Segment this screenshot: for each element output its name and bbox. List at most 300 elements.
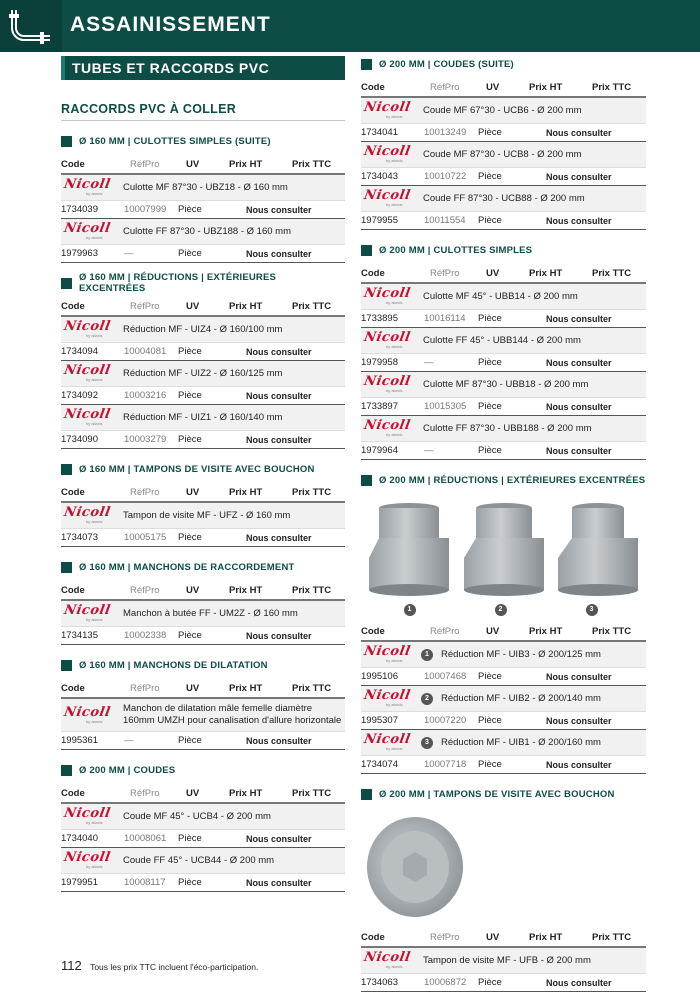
product-data-row (361, 124, 646, 142)
product-code: 1734039 (61, 204, 98, 215)
brand-logo (361, 948, 421, 973)
product-price: Nous consulter (546, 671, 612, 682)
product-price: Nous consulter (246, 346, 312, 357)
column-header-prix-ttc: Prix TTC (592, 82, 632, 93)
brand-logo-text: Nicoll (362, 330, 412, 345)
product-ref: — (424, 357, 434, 368)
product-name: Coude MF 87°30 - UCB8 - Ø 200 mm (423, 148, 582, 160)
column-header-uv: UV (186, 683, 200, 694)
column-header-refpro: RéfPro (430, 626, 460, 637)
product-uv: Pièce (178, 877, 202, 888)
product-uv: Pièce (478, 215, 502, 226)
brand-logo (61, 804, 121, 829)
product-code: 1733897 (361, 401, 398, 412)
product-name: Coude MF 67°30 - UCB6 - Ø 200 mm (423, 104, 582, 116)
product-ref: 10013249 (424, 127, 467, 138)
product-row[interactable] (61, 503, 345, 529)
product-price: Nous consulter (546, 171, 612, 182)
column-header-uv: UV (486, 82, 500, 93)
product-row[interactable] (361, 284, 646, 310)
section-title-text: Ø 160 MM | MANCHONS DE DILATATION (79, 659, 268, 671)
brand-logo-byline: by aliaxis (386, 344, 403, 349)
section-title-text: Ø 160 MM | TAMPONS DE VISITE AVEC BOUCHON (79, 463, 315, 475)
product-data-row (61, 245, 345, 263)
product-uv: Pièce (478, 445, 502, 456)
image-number-badge: 3 (586, 604, 598, 616)
column-header-code: Code (361, 626, 385, 637)
product-ref: 10004081 (124, 346, 167, 357)
product-uv: Pièce (178, 532, 202, 543)
product-uv: Pièce (478, 977, 502, 988)
column-header-prix-ttc: Prix TTC (292, 683, 332, 694)
page-number: 112 (61, 958, 82, 973)
product-number-badge: 2 (421, 693, 433, 705)
brand-logo-byline: by aliaxis (386, 702, 403, 707)
brand-logo (61, 703, 121, 728)
section-bullet-icon (361, 789, 372, 800)
brand-logo (361, 642, 421, 667)
column-header-prix-ht: Prix HT (529, 932, 563, 943)
product-data-row (61, 874, 345, 892)
product-ref: — (124, 248, 134, 259)
product-images (361, 498, 646, 602)
section-bullet-icon (61, 765, 72, 776)
product-row[interactable] (361, 642, 646, 668)
column-header-code: Code (61, 788, 85, 799)
product-uv: Pièce (178, 346, 202, 357)
product-price: Nous consulter (246, 248, 312, 259)
table-header (61, 303, 345, 317)
section-title-text: Ø 160 MM | MANCHONS DE RACCORDEMENT (79, 561, 295, 573)
product-ref: 10006872 (424, 977, 467, 988)
product-name: Culotte MF 87°30 - UBB18 - Ø 200 mm (423, 378, 589, 390)
section-title-text: Ø 200 MM | TAMPONS DE VISITE AVEC BOUCHON (379, 788, 615, 800)
column-header-uv: UV (486, 932, 500, 943)
product-number-badge: 1 (421, 649, 433, 661)
column-header-refpro: RéfPro (130, 788, 160, 799)
product-ref: 10008117 (124, 877, 166, 888)
product-uv: Pièce (478, 313, 502, 324)
product-row[interactable] (61, 219, 345, 245)
column-header-refpro: RéfPro (430, 932, 460, 943)
section-bullet-icon (61, 464, 72, 475)
product-name: Tampon de visite MF - UFB - Ø 200 mm (423, 954, 591, 966)
product-data-row (61, 627, 345, 645)
product-data-row (61, 387, 345, 405)
product-data-row (361, 974, 646, 992)
product-row[interactable] (361, 186, 646, 212)
column-header-prix-ht: Prix HT (229, 683, 263, 694)
brand-logo-byline: by aliaxis (86, 421, 103, 426)
column-header-prix-ttc: Prix TTC (292, 788, 332, 799)
column-header-code: Code (61, 683, 85, 694)
product-row[interactable] (61, 699, 345, 732)
product-data-row (361, 212, 646, 230)
product-row[interactable] (361, 328, 646, 354)
section-title (361, 472, 646, 488)
brand-logo (361, 730, 421, 755)
product-code: 1979963 (61, 248, 98, 259)
product-price: Nous consulter (546, 313, 612, 324)
table-header (61, 161, 345, 175)
product-code: 1979964 (361, 445, 398, 456)
product-data-row (61, 431, 345, 449)
brand-logo (361, 186, 421, 211)
product-ref: 10010722 (424, 171, 467, 182)
column-header-prix-ttc: Prix TTC (292, 585, 332, 596)
product-ref: 10008061 (124, 833, 167, 844)
product-uv: Pièce (478, 715, 502, 726)
brand-logo (61, 361, 121, 386)
product-price: Nous consulter (546, 401, 612, 412)
brand-logo-text: Nicoll (62, 603, 112, 618)
product-row[interactable] (361, 142, 646, 168)
brand-logo-byline: by aliaxis (86, 377, 103, 382)
column-header-prix-ht: Prix HT (229, 301, 263, 312)
brand-logo (61, 503, 121, 528)
product-code: 1734094 (61, 346, 98, 357)
product-data-row (61, 529, 345, 547)
brand-logo-byline: by aliaxis (386, 658, 403, 663)
table-header (61, 587, 345, 601)
column-header-prix-ht: Prix HT (229, 788, 263, 799)
brand-logo-text: Nicoll (62, 704, 112, 720)
table-header (361, 628, 646, 642)
column-header-prix-ht: Prix HT (529, 268, 563, 279)
table-header (61, 685, 345, 699)
brand-logo (361, 142, 421, 167)
brand-logo (361, 686, 421, 711)
column-header-prix-ttc: Prix TTC (292, 301, 332, 312)
brand-logo-text: Nicoll (62, 850, 112, 865)
product-row[interactable] (361, 372, 646, 398)
product-code: 1979958 (361, 357, 398, 368)
product-ref: 10015305 (424, 401, 467, 412)
brand-logo-text: Nicoll (362, 100, 412, 115)
column-header-code: Code (61, 585, 85, 596)
product-data-row (361, 712, 646, 730)
brand-logo-text: Nicoll (362, 644, 412, 659)
section-title (61, 461, 345, 477)
product-name: Manchon de dilatation mâle femelle diamètre 160mm UMZH pour canalisation d'allure horizontale (123, 703, 342, 726)
product-price: Nous consulter (546, 445, 612, 456)
page-category-title: ASSAINISSEMENT (70, 13, 271, 36)
product-number-badge: 3 (421, 737, 433, 749)
product-uv: Pièce (178, 735, 202, 746)
product-code: 1734074 (361, 759, 398, 770)
product-name: Culotte MF 87°30 - UBZ18 - Ø 160 mm (123, 181, 288, 193)
brand-logo-text: Nicoll (62, 407, 112, 422)
product-row[interactable] (361, 730, 646, 756)
product-price: Nous consulter (546, 215, 612, 226)
product-code: 1733895 (361, 313, 398, 324)
section-bullet-icon (61, 562, 72, 573)
product-row[interactable] (361, 948, 646, 974)
brand-logo (61, 219, 121, 244)
column-header-prix-ht: Prix HT (229, 159, 263, 170)
product-code: 1995361 (61, 735, 98, 746)
product-price: Nous consulter (546, 715, 612, 726)
section-title (361, 56, 646, 72)
column-header-uv: UV (486, 626, 500, 637)
brand-logo-text: Nicoll (62, 806, 112, 821)
product-ref: 10003216 (124, 390, 167, 401)
product-code: 1979951 (61, 877, 98, 888)
brand-logo-byline: by aliaxis (86, 191, 103, 196)
column-header-prix-ht: Prix HT (529, 626, 563, 637)
column-header-refpro: RéfPro (130, 301, 160, 312)
product-uv: Pièce (478, 357, 502, 368)
brand-logo-byline: by aliaxis (86, 519, 103, 524)
cap-product-image (361, 812, 646, 922)
column-header-prix-ttc: Prix TTC (592, 932, 632, 943)
section-title-text: Ø 200 MM | RÉDUCTIONS | EXTÉRIEURES EXCENTRÉES (379, 474, 646, 486)
column-header-prix-ttc: Prix TTC (292, 159, 332, 170)
column-header-prix-ttc: Prix TTC (592, 626, 632, 637)
product-name: Réduction MF - UIB3 - Ø 200/125 mm (441, 648, 601, 660)
brand-logo-text: Nicoll (362, 188, 412, 203)
brand-logo-byline: by aliaxis (386, 202, 403, 207)
section-bullet-icon (61, 136, 72, 147)
section-bullet-icon (361, 475, 372, 486)
brand-logo-byline: by aliaxis (86, 333, 103, 338)
brand-logo-text: Nicoll (62, 363, 112, 378)
column-header-uv: UV (186, 159, 200, 170)
column-header-refpro: RéfPro (130, 159, 160, 170)
brand-logo (61, 405, 121, 430)
product-name: Réduction MF - UIZ4 - Ø 160/100 mm (123, 323, 283, 335)
footer-note: Tous les prix TTC incluent l'éco-participation. (90, 962, 259, 972)
product-row[interactable] (61, 175, 345, 201)
product-price: Nous consulter (546, 357, 612, 368)
section-title-text: Ø 160 MM | CULOTTES SIMPLES (SUITE) (79, 135, 271, 147)
product-uv: Pièce (478, 759, 502, 770)
column-header-refpro: RéfPro (430, 268, 460, 279)
column-header-prix-ht: Prix HT (229, 585, 263, 596)
section-title-text: Ø 200 MM | CULOTTES SIMPLES (379, 244, 533, 256)
product-uv: Pièce (178, 833, 202, 844)
section-title (361, 242, 646, 258)
column-header-prix-ttc: Prix TTC (592, 268, 632, 279)
product-price: Nous consulter (546, 127, 612, 138)
table-header (361, 84, 646, 98)
product-data-row (361, 354, 646, 372)
product-row[interactable] (61, 405, 345, 431)
product-code: 1734041 (361, 127, 398, 138)
product-uv: Pièce (178, 248, 202, 259)
column-header-code: Code (61, 487, 85, 498)
product-ref: 10007999 (124, 204, 167, 215)
product-data-row (361, 168, 646, 186)
product-ref: — (424, 445, 434, 456)
product-ref: — (124, 735, 134, 746)
brand-logo (361, 284, 421, 309)
product-data-row (361, 668, 646, 686)
product-uv: Pièce (178, 434, 202, 445)
column-header-refpro: RéfPro (130, 585, 160, 596)
product-row[interactable] (361, 98, 646, 124)
brand-logo-text: Nicoll (62, 505, 112, 520)
product-name: Réduction MF - UIZ1 - Ø 160/140 mm (123, 411, 283, 423)
product-price: Nous consulter (246, 735, 312, 746)
brand-logo-text: Nicoll (362, 732, 412, 747)
brand-logo-text: Nicoll (62, 221, 112, 236)
brand-logo (361, 98, 421, 123)
image-number-badge: 2 (495, 604, 507, 616)
product-uv: Pièce (178, 204, 202, 215)
column-header-refpro: RéfPro (430, 82, 460, 93)
product-data-row (61, 201, 345, 219)
product-price: Nous consulter (246, 630, 312, 641)
product-uv: Pièce (478, 401, 502, 412)
section-bullet-icon (361, 59, 372, 70)
brand-logo-text: Nicoll (362, 374, 412, 389)
section-title-text: Ø 160 MM | RÉDUCTIONS | EXTÉRIEURES EXCENTRÉES (79, 272, 277, 294)
brand-logo-byline: by aliaxis (386, 158, 403, 163)
product-name: Culotte FF 87°30 - UBB188 - Ø 200 mm (423, 422, 592, 434)
brand-logo (361, 372, 421, 397)
product-row[interactable] (61, 601, 345, 627)
product-price: Nous consulter (246, 204, 312, 215)
product-name: Coude FF 45° - UCB44 - Ø 200 mm (123, 854, 275, 866)
product-ref: 10002338 (124, 630, 167, 641)
section-title (61, 657, 345, 673)
product-code: 1995106 (361, 671, 398, 682)
product-row[interactable] (61, 848, 345, 874)
product-uv: Pièce (178, 630, 202, 641)
product-ref: 10003279 (124, 434, 167, 445)
table-header (61, 489, 345, 503)
column-header-code: Code (361, 932, 385, 943)
product-price: Nous consulter (246, 833, 312, 844)
product-data-row (361, 442, 646, 460)
product-name: Coude MF 45° - UCB4 - Ø 200 mm (123, 810, 271, 822)
column-header-code: Code (61, 159, 85, 170)
product-code: 1995307 (361, 715, 398, 726)
brand-logo-byline: by aliaxis (386, 746, 403, 751)
product-name: Culotte MF 45° - UBB14 - Ø 200 mm (423, 290, 578, 302)
product-name: Tampon de visite MF - UFZ - Ø 160 mm (123, 509, 291, 521)
brand-logo-text: Nicoll (62, 319, 112, 334)
brand-logo-byline: by aliaxis (386, 432, 403, 437)
product-data-row (61, 343, 345, 361)
product-data-row (61, 732, 345, 750)
product-code: 1979955 (361, 215, 398, 226)
column-header-code: Code (361, 268, 385, 279)
product-code: 1734040 (61, 833, 98, 844)
section-title-text: Ø 200 MM | COUDES (SUITE) (379, 58, 514, 70)
column-header-uv: UV (186, 585, 200, 596)
product-name: Manchon à butée FF - UM2Z - Ø 160 mm (123, 607, 298, 619)
brand-logo-text: Nicoll (362, 688, 412, 703)
right-column (361, 56, 646, 992)
column-header-uv: UV (486, 268, 500, 279)
reducer-product-image (552, 498, 644, 602)
product-ref: 10011554 (424, 215, 466, 226)
column-header-uv: UV (186, 487, 200, 498)
section-title (61, 762, 345, 778)
product-name: Culotte FF 45° - UBB144 - Ø 200 mm (423, 334, 581, 346)
product-uv: Pièce (478, 171, 502, 182)
column-header-prix-ttc: Prix TTC (292, 487, 332, 498)
subtitle: RACCORDS PVC À COLLER (61, 102, 345, 121)
image-number-badge: 1 (404, 604, 416, 616)
image-number-row (361, 604, 646, 616)
section-title-text: Ø 200 MM | COUDES (79, 764, 176, 776)
brand-logo-byline: by aliaxis (86, 235, 103, 240)
product-code: 1734043 (361, 171, 398, 182)
product-price: Nous consulter (546, 759, 612, 770)
product-ref: 10005175 (124, 532, 167, 543)
product-code: 1734092 (61, 390, 98, 401)
product-row[interactable] (61, 317, 345, 343)
product-code: 1734073 (61, 532, 98, 543)
brand-logo-byline: by aliaxis (86, 617, 103, 622)
product-uv: Pièce (178, 390, 202, 401)
reducer-product-image (363, 498, 455, 602)
brand-logo-byline: by aliaxis (386, 388, 403, 393)
product-name: Coude FF 87°30 - UCB88 - Ø 200 mm (423, 192, 585, 204)
brand-logo-byline: by aliaxis (86, 718, 103, 724)
product-data-row (361, 756, 646, 774)
product-row[interactable] (61, 361, 345, 387)
section-bullet-icon (61, 660, 72, 671)
product-row[interactable] (361, 416, 646, 442)
product-uv: Pièce (478, 671, 502, 682)
column-header-prix-ht: Prix HT (229, 487, 263, 498)
section-title (61, 272, 345, 294)
product-data-row (61, 830, 345, 848)
section-bullet-icon (361, 245, 372, 256)
product-ref: 10007220 (424, 715, 467, 726)
brand-logo-byline: by aliaxis (86, 864, 103, 869)
left-column (61, 56, 345, 892)
product-code: 1734135 (61, 630, 98, 641)
product-name: Réduction MF - UIZ2 - Ø 160/125 mm (123, 367, 283, 379)
product-name: Réduction MF - UIB2 - Ø 200/140 mm (441, 692, 601, 704)
section-title (61, 559, 345, 575)
brand-logo-text: Nicoll (362, 950, 412, 965)
brand-logo-byline: by aliaxis (86, 820, 103, 825)
product-price: Nous consulter (246, 390, 312, 401)
product-code: 1734090 (61, 434, 98, 445)
brand-logo-byline: by aliaxis (386, 114, 403, 119)
section-bullet-icon (61, 278, 72, 289)
table-header (361, 270, 646, 284)
brand-logo (61, 601, 121, 626)
product-ref: 10007468 (424, 671, 467, 682)
product-code: 1734063 (361, 977, 398, 988)
product-name: Culotte FF 87°30 - UBZ188 - Ø 160 mm (123, 225, 291, 237)
brand-logo-text: Nicoll (362, 418, 412, 433)
brand-logo (361, 328, 421, 353)
table-header (361, 934, 646, 948)
column-header-uv: UV (186, 788, 200, 799)
column-header-prix-ht: Prix HT (529, 82, 563, 93)
column-header-uv: UV (186, 301, 200, 312)
brand-logo-text: Nicoll (362, 286, 412, 301)
table-header (61, 790, 345, 804)
product-price: Nous consulter (546, 977, 612, 988)
brand-logo-text: Nicoll (362, 144, 412, 159)
brand-logo-text: Nicoll (62, 177, 112, 192)
column-header-refpro: RéfPro (130, 487, 160, 498)
footer (61, 958, 258, 973)
product-name: Réduction MF - UIB1 - Ø 200/160 mm (441, 736, 601, 748)
product-row[interactable] (361, 686, 646, 712)
product-row[interactable] (61, 804, 345, 830)
main-title: TUBES ET RACCORDS PVC (61, 56, 345, 80)
